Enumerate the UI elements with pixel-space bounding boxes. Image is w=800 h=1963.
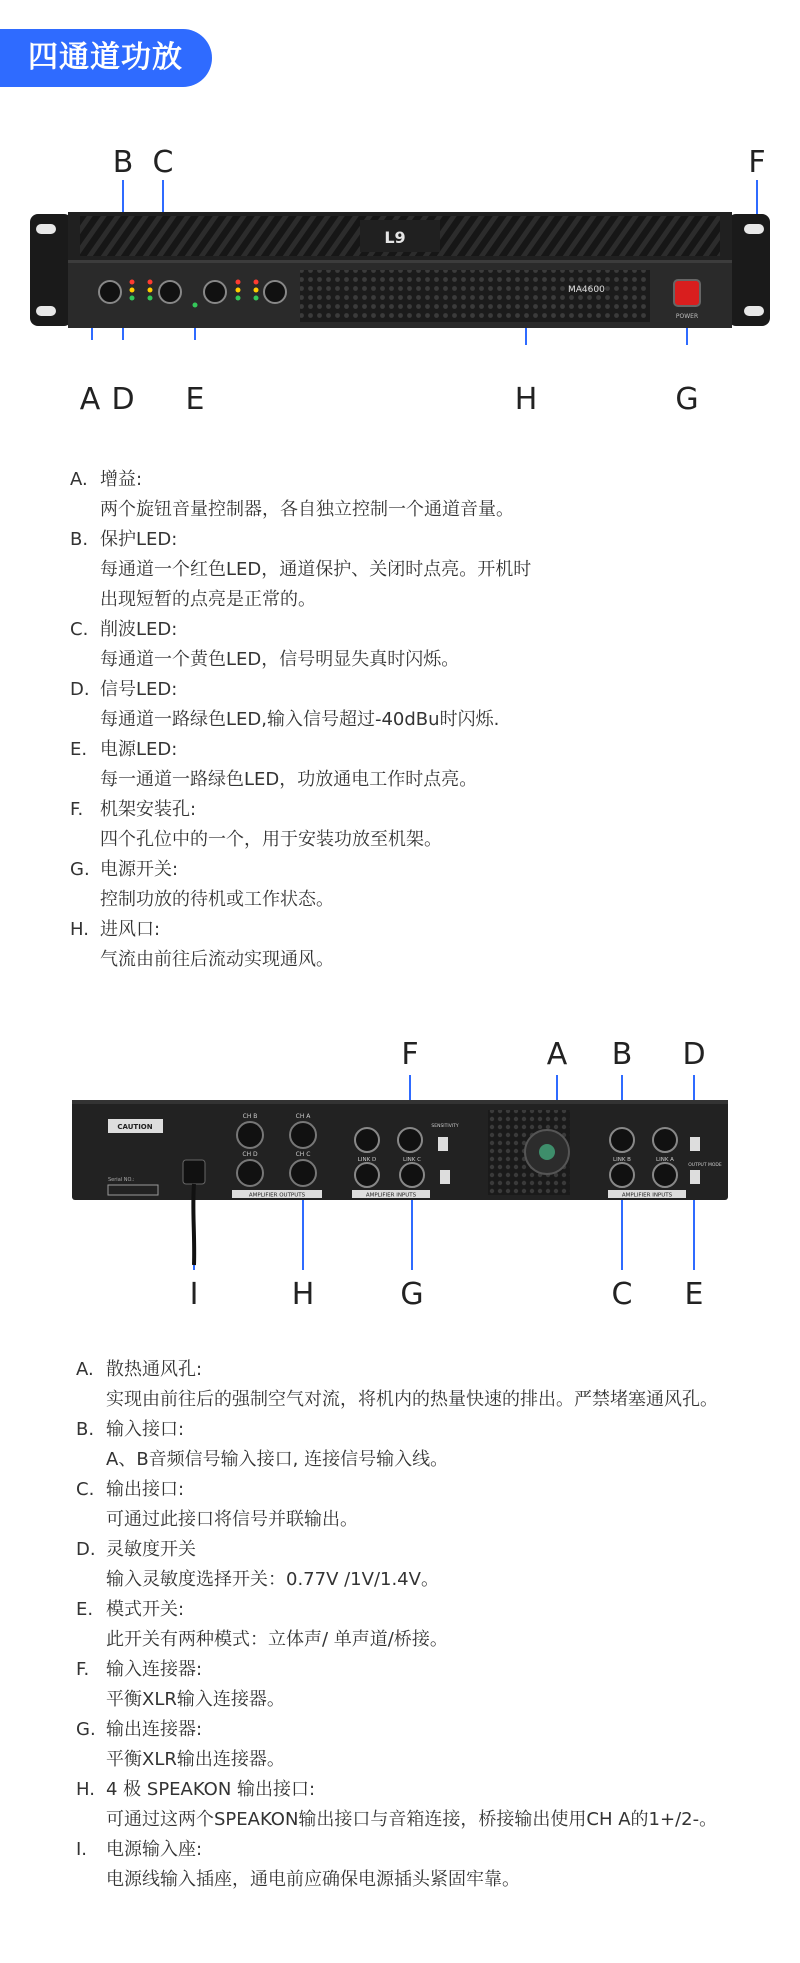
item-letter: C. bbox=[70, 619, 89, 640]
item-name: 削波LED: bbox=[100, 619, 178, 640]
model-label: MA4600 bbox=[568, 285, 605, 295]
item-letter: I. bbox=[76, 1839, 88, 1860]
item-letter: A. bbox=[76, 1359, 94, 1380]
description-heading bbox=[70, 615, 770, 645]
item-name: 信号LED: bbox=[100, 679, 178, 700]
callout-e: E bbox=[684, 1277, 704, 1312]
description-heading bbox=[76, 1535, 786, 1565]
description-item bbox=[70, 615, 770, 675]
item-description: 每通道一个黄色LED，信号明显失真时闪烁。 bbox=[100, 649, 460, 670]
item-description: 控制功放的待机或工作状态。 bbox=[100, 889, 334, 910]
amp-outputs-label: AMPLIFIER OUTPUTS bbox=[248, 1192, 306, 1199]
front-description-list bbox=[70, 465, 770, 975]
item-description: 两个旋钮音量控制器，各自独立控制一个通道音量。 bbox=[100, 499, 514, 520]
description-item bbox=[76, 1655, 786, 1715]
ch-a-label: CH A bbox=[295, 1113, 311, 1120]
description-item bbox=[76, 1715, 786, 1775]
item-name: 电源LED: bbox=[100, 739, 178, 760]
item-description: 此开关有两种模式：立体声/ 单声道/桥接。 bbox=[106, 1629, 448, 1650]
serial-label: Serial NO.: bbox=[108, 1177, 135, 1183]
item-letter: E. bbox=[70, 739, 88, 760]
description-heading bbox=[70, 855, 770, 885]
xlr-connector[interactable] bbox=[355, 1128, 379, 1152]
power-switch[interactable] bbox=[674, 280, 700, 306]
gain-knob[interactable] bbox=[159, 281, 181, 303]
item-description: 可通过此接口将信号并联输出。 bbox=[106, 1509, 358, 1530]
xlr-connector[interactable] bbox=[653, 1128, 677, 1152]
callout-f: F bbox=[401, 1037, 419, 1072]
item-letter: H. bbox=[76, 1779, 95, 1800]
sensitivity-switch[interactable] bbox=[690, 1137, 700, 1151]
item-name: 4 极 SPEAKON 输出接口: bbox=[106, 1779, 316, 1800]
callout-c: C bbox=[611, 1277, 633, 1312]
item-name: 灵敏度开关 bbox=[106, 1539, 196, 1560]
speakon-connector[interactable] bbox=[237, 1160, 263, 1186]
speakon-connector[interactable] bbox=[290, 1160, 316, 1186]
item-description: 电源线输入插座，通电前应确保电源插头紧固牢靠。 bbox=[106, 1869, 520, 1890]
description-heading bbox=[70, 675, 770, 705]
xlr-connector[interactable] bbox=[355, 1163, 379, 1187]
ch-d-label: CH D bbox=[242, 1151, 258, 1158]
power-inlet[interactable] bbox=[183, 1160, 205, 1184]
description-heading bbox=[70, 735, 770, 765]
description-item bbox=[76, 1475, 786, 1535]
item-description: 每一通道一路绿色LED，功放通电工作时点亮。 bbox=[100, 769, 478, 790]
item-name: 输出接口: bbox=[106, 1479, 185, 1500]
rack-hole bbox=[36, 306, 56, 316]
mode-switch[interactable] bbox=[690, 1170, 700, 1184]
speakon-connector[interactable] bbox=[237, 1122, 263, 1148]
item-letter: B. bbox=[70, 529, 89, 550]
item-name: 保护LED: bbox=[100, 529, 178, 550]
item-description: 每通道一个红色LED，通道保护、关闭时点亮。开机时 bbox=[100, 559, 532, 580]
xlr-connector[interactable] bbox=[400, 1163, 424, 1187]
item-description: 出现短暂的点亮是正常的。 bbox=[100, 589, 316, 610]
item-name: 电源输入座: bbox=[106, 1839, 203, 1860]
callout-g: G bbox=[400, 1277, 424, 1312]
item-letter: C. bbox=[76, 1479, 95, 1500]
callout-i: I bbox=[189, 1277, 199, 1312]
callout-d: D bbox=[111, 382, 135, 417]
description-item bbox=[76, 1835, 786, 1895]
description-item bbox=[70, 735, 770, 795]
item-description: 平衡XLR输入连接器。 bbox=[106, 1689, 285, 1710]
xlr-connector[interactable] bbox=[398, 1128, 422, 1152]
description-heading bbox=[76, 1475, 786, 1505]
item-description: 实现由前往后的强制空气对流，将机内的热量快速的排出。严禁堵塞通风孔。 bbox=[106, 1389, 718, 1410]
description-heading bbox=[70, 795, 770, 825]
item-name: 电源开关: bbox=[100, 859, 179, 880]
description-item bbox=[76, 1595, 786, 1655]
description-item bbox=[70, 675, 770, 735]
mode-switch[interactable] bbox=[440, 1170, 450, 1184]
ch-b-label: CH B bbox=[242, 1113, 258, 1120]
xlr-connector[interactable] bbox=[653, 1163, 677, 1187]
item-description: 气流由前往后流动实现通风。 bbox=[100, 949, 334, 970]
item-name: 输出连接器: bbox=[106, 1719, 203, 1740]
item-description: 输入灵敏度选择开关：0.77V /1V/1.4V。 bbox=[106, 1569, 439, 1590]
callout-e: E bbox=[185, 382, 205, 417]
item-letter: F. bbox=[76, 1659, 90, 1680]
link-c-label: LINK C bbox=[403, 1157, 421, 1163]
rack-hole bbox=[36, 224, 56, 234]
description-item bbox=[76, 1775, 786, 1835]
item-name: 增益: bbox=[100, 469, 143, 490]
item-letter: D. bbox=[76, 1539, 96, 1560]
sensitivity-label: SENSITIVITY bbox=[431, 1124, 459, 1129]
rear-description-list bbox=[76, 1355, 786, 1895]
description-heading bbox=[76, 1655, 786, 1685]
item-letter: D. bbox=[70, 679, 90, 700]
link-d-label: LINK D bbox=[357, 1157, 377, 1163]
caution-text: CAUTION bbox=[117, 1123, 153, 1131]
link-a-label: LINK A bbox=[656, 1157, 674, 1163]
ch-c-label: CH C bbox=[295, 1151, 311, 1158]
amp-inputs-label: AMPLIFIER INPUTS bbox=[365, 1192, 417, 1199]
gain-knob[interactable] bbox=[264, 281, 286, 303]
callout-a: A bbox=[546, 1037, 568, 1072]
item-letter: F. bbox=[70, 799, 84, 820]
front-air-intake bbox=[300, 270, 650, 322]
gain-knob[interactable] bbox=[204, 281, 226, 303]
amp-inputs-label: AMPLIFIER INPUTS bbox=[621, 1192, 673, 1199]
output-mode-label: OUTPUT MODE bbox=[688, 1163, 722, 1168]
brand-logo: L9 bbox=[384, 228, 406, 247]
item-name: 输入接口: bbox=[106, 1419, 185, 1440]
link-b-label: LINK B bbox=[613, 1157, 631, 1163]
page-title: 四通道功放 bbox=[0, 29, 212, 87]
item-letter: B. bbox=[76, 1419, 95, 1440]
callout-g: G bbox=[675, 382, 699, 417]
item-description: 四个孔位中的一个，用于安装功放至机架。 bbox=[100, 829, 442, 850]
description-item bbox=[70, 795, 770, 855]
item-name: 进风口: bbox=[100, 919, 161, 940]
sensitivity-switch[interactable] bbox=[438, 1137, 448, 1151]
callout-b: B bbox=[611, 1037, 633, 1072]
front-panel-figure bbox=[0, 140, 800, 430]
description-item bbox=[76, 1415, 786, 1475]
description-heading bbox=[70, 915, 770, 945]
item-letter: G. bbox=[70, 859, 90, 880]
xlr-connector[interactable] bbox=[610, 1163, 634, 1187]
description-item bbox=[76, 1535, 786, 1595]
description-heading bbox=[70, 525, 770, 555]
item-letter: E. bbox=[76, 1599, 94, 1620]
callout-b: B bbox=[112, 145, 134, 180]
rack-hole bbox=[744, 306, 764, 316]
description-item bbox=[76, 1355, 786, 1415]
callout-d: D bbox=[682, 1037, 706, 1072]
callout-f: F bbox=[748, 145, 766, 180]
description-heading bbox=[76, 1595, 786, 1625]
item-name: 模式开关: bbox=[106, 1599, 185, 1620]
description-heading bbox=[76, 1715, 786, 1745]
rack-hole bbox=[744, 224, 764, 234]
description-heading bbox=[76, 1775, 786, 1805]
description-item bbox=[70, 525, 770, 615]
rear-panel-figure bbox=[0, 1035, 800, 1320]
power-label: POWER bbox=[675, 313, 699, 320]
xlr-connector[interactable] bbox=[610, 1128, 634, 1152]
item-name: 散热通风孔: bbox=[106, 1359, 203, 1380]
description-item bbox=[70, 465, 770, 525]
description-heading bbox=[76, 1415, 786, 1445]
gain-knob[interactable] bbox=[99, 281, 121, 303]
item-description: 平衡XLR输出连接器。 bbox=[106, 1749, 285, 1770]
callout-a: A bbox=[79, 382, 101, 417]
callout-h: H bbox=[291, 1277, 315, 1312]
description-item bbox=[70, 915, 770, 975]
item-letter: G. bbox=[76, 1719, 96, 1740]
description-heading bbox=[70, 465, 770, 495]
item-letter: H. bbox=[70, 919, 89, 940]
item-letter: A. bbox=[70, 469, 88, 490]
callout-c: C bbox=[152, 145, 174, 180]
item-name: 输入连接器: bbox=[106, 1659, 203, 1680]
description-heading bbox=[76, 1355, 786, 1385]
item-description: 可通过这两个SPEAKON输出接口与音箱连接，桥接输出使用CH A的1+/2-。 bbox=[106, 1809, 718, 1830]
callout-h: H bbox=[514, 382, 538, 417]
item-name: 机架安装孔: bbox=[100, 799, 197, 820]
description-item bbox=[70, 855, 770, 915]
speakon-connector[interactable] bbox=[290, 1122, 316, 1148]
item-description: A、B音频信号输入接口, 连接信号输入线。 bbox=[106, 1449, 449, 1470]
description-heading bbox=[76, 1835, 786, 1865]
item-description: 每通道一路绿色LED,输入信号超过-40dBu时闪烁. bbox=[100, 709, 500, 730]
